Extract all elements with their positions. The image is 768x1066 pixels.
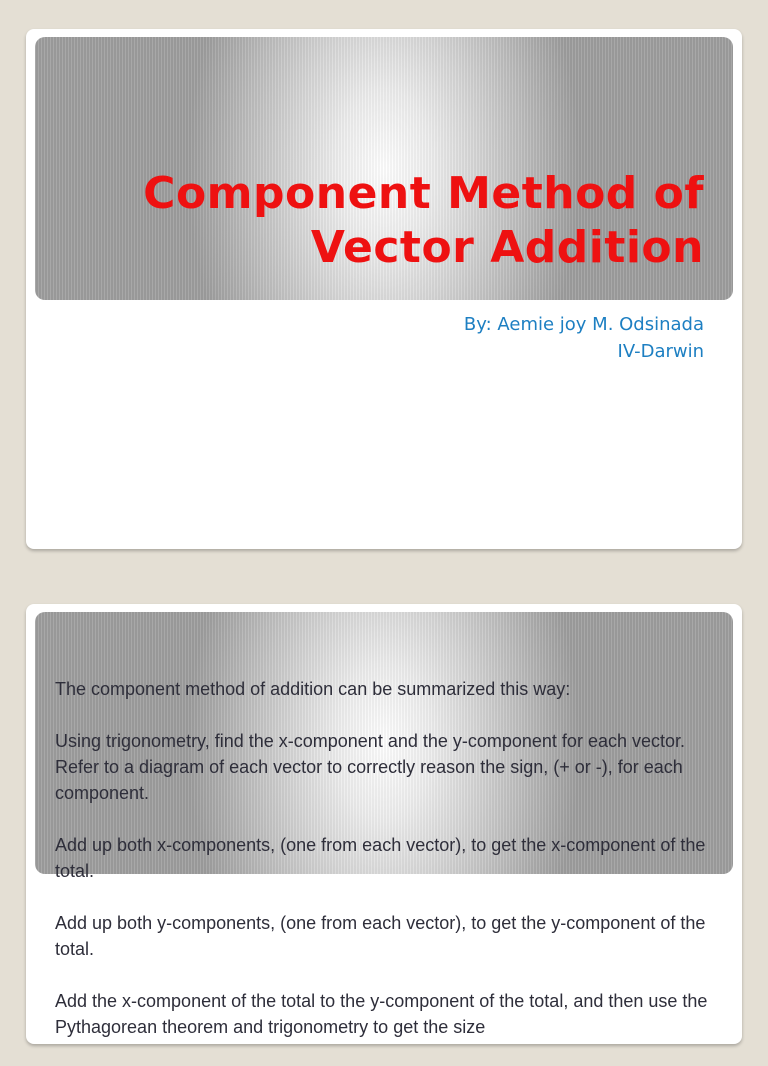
author-byline — [464, 311, 704, 365]
paragraph-intro: The component method of addition can be summarized this way: — [55, 679, 571, 699]
presentation-title — [143, 167, 704, 275]
paragraph-step-2: Add up both x-components, (one from each vector), to get the x-component of the total. — [55, 835, 706, 881]
slide-content — [26, 604, 742, 1044]
paragraph-step-3: Add up both y-components, (one from each vector), to get the y-component of the total. — [55, 913, 706, 959]
author-name: By: Aemie joy M. Odsinada — [463, 314, 704, 335]
author-section: IV-Darwin — [617, 341, 704, 362]
paragraph-step-1: Using trigonometry, find the x-component and the y-component for each vector. Refer to a diagram of each vector to correctly reason the sign, (+ or -), for each component. — [55, 731, 685, 803]
title-line-1: Component Method of — [143, 168, 704, 219]
paragraph-step-4: Add the x-component of the total to the y-component of the total, and then use the Pythagorean theorem and trigonometry to get the size — [55, 991, 708, 1037]
title-line-2: Vector Addition — [310, 222, 704, 273]
slide-body-text — [55, 676, 725, 1066]
slide-title — [26, 29, 742, 549]
